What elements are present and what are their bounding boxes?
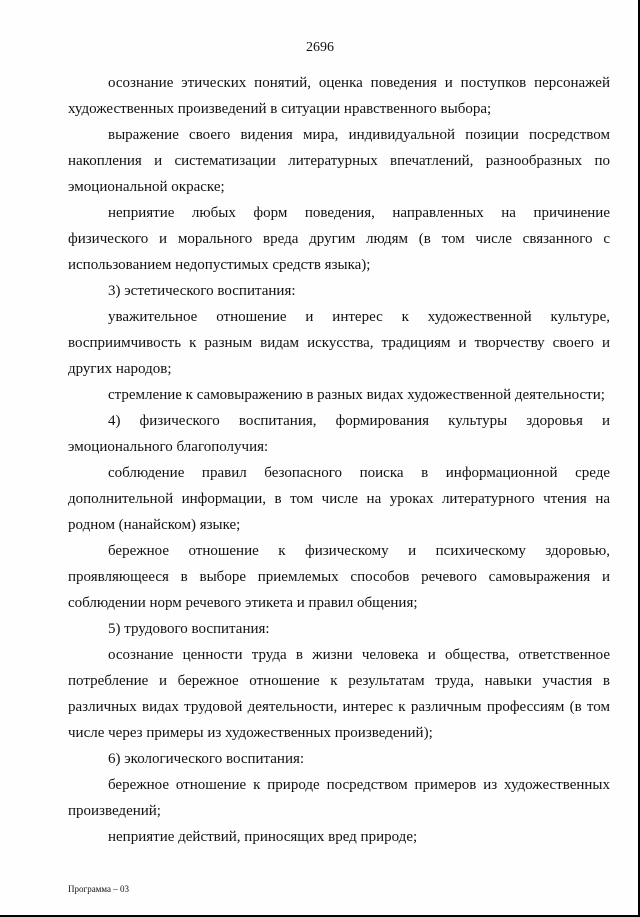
heading-physical-education: 4) физического воспитания, формирования культуры здоровья и эмоционального благополучия: [68,413,610,455]
paragraph-health: бережное отношение к физическому и психическому здоровью, проявляющееся в выборе приемлемых способов речевого самовыражения и соблюдении норм речевого этикета и правил общения; [68,543,610,611]
paragraph-art-respect: уважительное отношение и интерес к художественной культуре, восприимчивость к разным видам искусства, традициям и творчеству своего и других народов; [68,309,610,377]
page-number: 2696 [306,40,334,55]
paragraph-ethics-concepts: осознание этических понятий, оценка поведения и поступков персонажей художественных произведений в ситуации нравственного выбора; [68,75,610,117]
paragraph-harm-rejection: неприятие любых форм поведения, направленных на причинение физического и морального вреда другим людям (в том числе связанного с использованием недопустимых средств языка); [68,205,610,273]
heading-labor-education: 5) трудового воспитания: [108,621,270,637]
paragraph-labor-value: осознание ценности труда в жизни человека и общества, ответственное потребление и бережное отношение к результатам труда, навыки участия в различных видах трудовой деятельности, интерес к различным профессиям (в том числе через примеры из художественных произведений); [68,647,610,741]
heading-ecological-education: 6) экологического воспитания: [108,751,305,767]
footer-program-label: Программа – 03 [68,884,130,894]
paragraph-safe-search: соблюдение правил безопасного поиска в информационной среде дополнительной информации, в том числе на уроках литературного чтения на родном (нанайском) языке; [68,465,610,533]
heading-aesthetic-education: 3) эстетического воспитания: [108,283,296,299]
document-body [68,70,610,850]
paragraph-worldview: выражение своего видения мира, индивидуальной позиции посредством накопления и систематизации литературных впечатлений, разнообразных по эмоциональной окраске; [68,127,610,195]
paragraph-self-expression: стремление к самовыражению в разных видах художественной деятельности; [108,387,605,403]
paragraph-nature-harm-rejection: неприятие действий, приносящих вред природе; [108,829,418,845]
paragraph-nature-care: бережное отношение к природе посредством примеров из художественных произведений; [68,777,610,819]
